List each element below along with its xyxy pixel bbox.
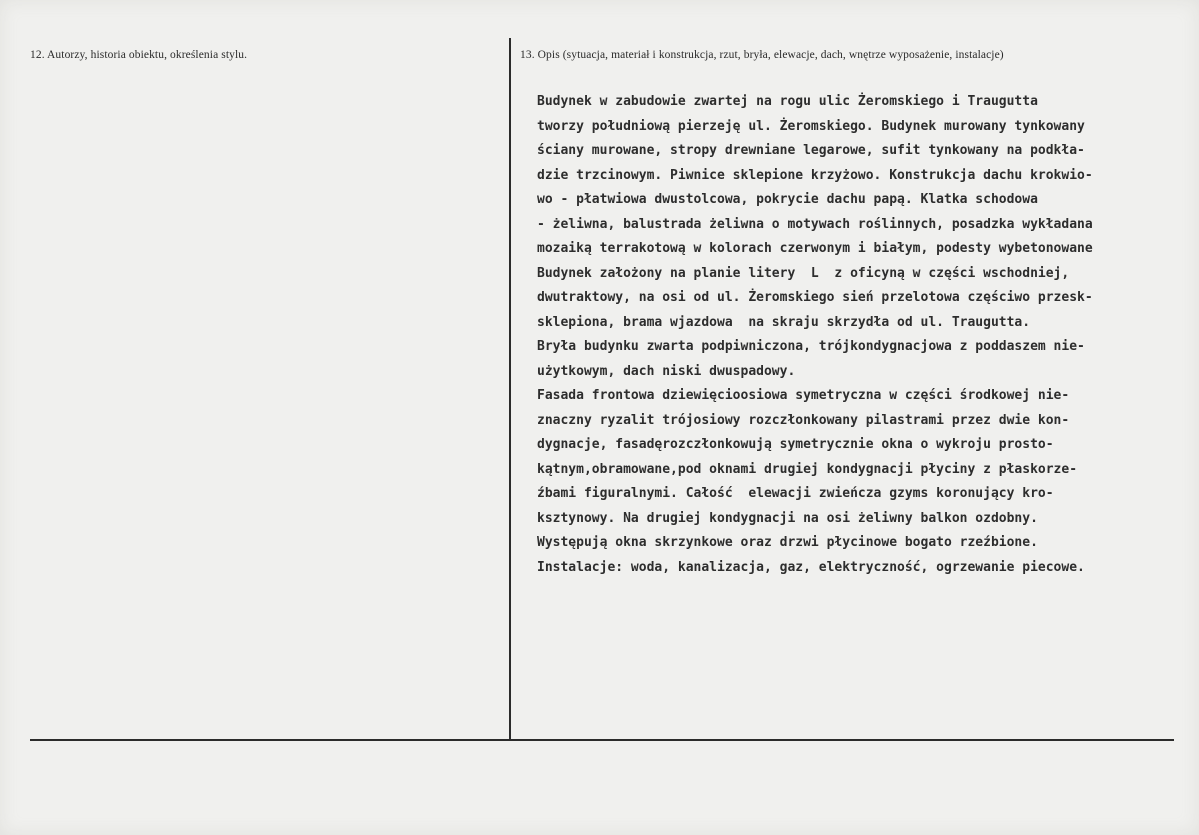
bottom-rule	[30, 739, 1174, 741]
description-line: - żeliwna, balustrada żeliwna o motywach roślinnych, posadzka wykładana	[537, 216, 1093, 232]
description-line: tworzy południową pierzeję ul. Żeromskiego. Budynek murowany tynkowany	[537, 118, 1085, 134]
description-line: kątnym,obramowane,pod oknami drugiej kondygnacji płyciny z płaskorze-	[537, 461, 1078, 477]
description-line: sklepiona, brama wjazdowa na skraju skrzydła od ul. Traugutta.	[537, 314, 1031, 330]
description-line: dwutraktowy, na osi od ul. Żeromskiego sień przelotowa częściwo przesk-	[537, 290, 1093, 305]
section-13-header: 13. Opis (sytuacja, materiał i konstrukcja, rzut, bryła, elewacje, dach, wnętrze wyposażenie, instalacje)	[520, 49, 1004, 61]
description-line: ściany murowane, stropy drewniane legarowe, sufit tynkowany na podkła-	[537, 143, 1085, 158]
description-line: Bryła budynku zwarta podpiwniczona, trójkondygnacjowa z poddaszem nie-	[537, 339, 1085, 354]
description-line: znaczny ryzalit trójosiowy rozczłonkowany pilastrami przez dwie kon-	[537, 412, 1070, 428]
description-line: Budynek założony na planie litery L z oficyną w części wschodniej,	[537, 265, 1070, 281]
description-line: dzie trzcinowym. Piwnice sklepione krzyżowo. Konstrukcja dachu krokwio-	[537, 167, 1093, 183]
description-line: wo - płatwiowa dwustolcowa, pokrycie dachu papą. Klatka schodowa	[537, 192, 1038, 207]
description-line: Fasada frontowa dziewięcioosiowa symetryczna w części środkowej nie-	[537, 388, 1070, 403]
description-line: mozaiką terrakotową w kolorach czerwonym i białym, podesty wybetonowane	[537, 241, 1093, 256]
description-line: ksztynowy. Na drugiej kondygnacji na osi żeliwny balkon ozdobny.	[537, 510, 1038, 526]
description-line: Występują okna skrzynkowe oraz drzwi płycinowe bogato rzeźbione.	[537, 535, 1038, 550]
description-line: źbami figuralnymi. Całość elewacji zwieńcza gzyms koronujący kro-	[537, 486, 1054, 501]
description-line: użytkowym, dach niski dwuspadowy.	[537, 363, 796, 379]
description-line: Budynek w zabudowie zwartej na rogu ulic Żeromskiego i Traugutta	[537, 94, 1038, 109]
section-12-header: 12. Autorzy, historia obiektu, określenia stylu.	[30, 49, 248, 61]
column-divider	[509, 38, 511, 740]
description-text	[537, 90, 1157, 580]
description-line: Instalacje: woda, kanalizacja, gaz, elektryczność, ogrzewanie piecowe.	[537, 559, 1085, 575]
description-line: dygnacje, fasadęrozczłonkowują symetrycznie okna o wykroju prosto-	[537, 437, 1054, 452]
